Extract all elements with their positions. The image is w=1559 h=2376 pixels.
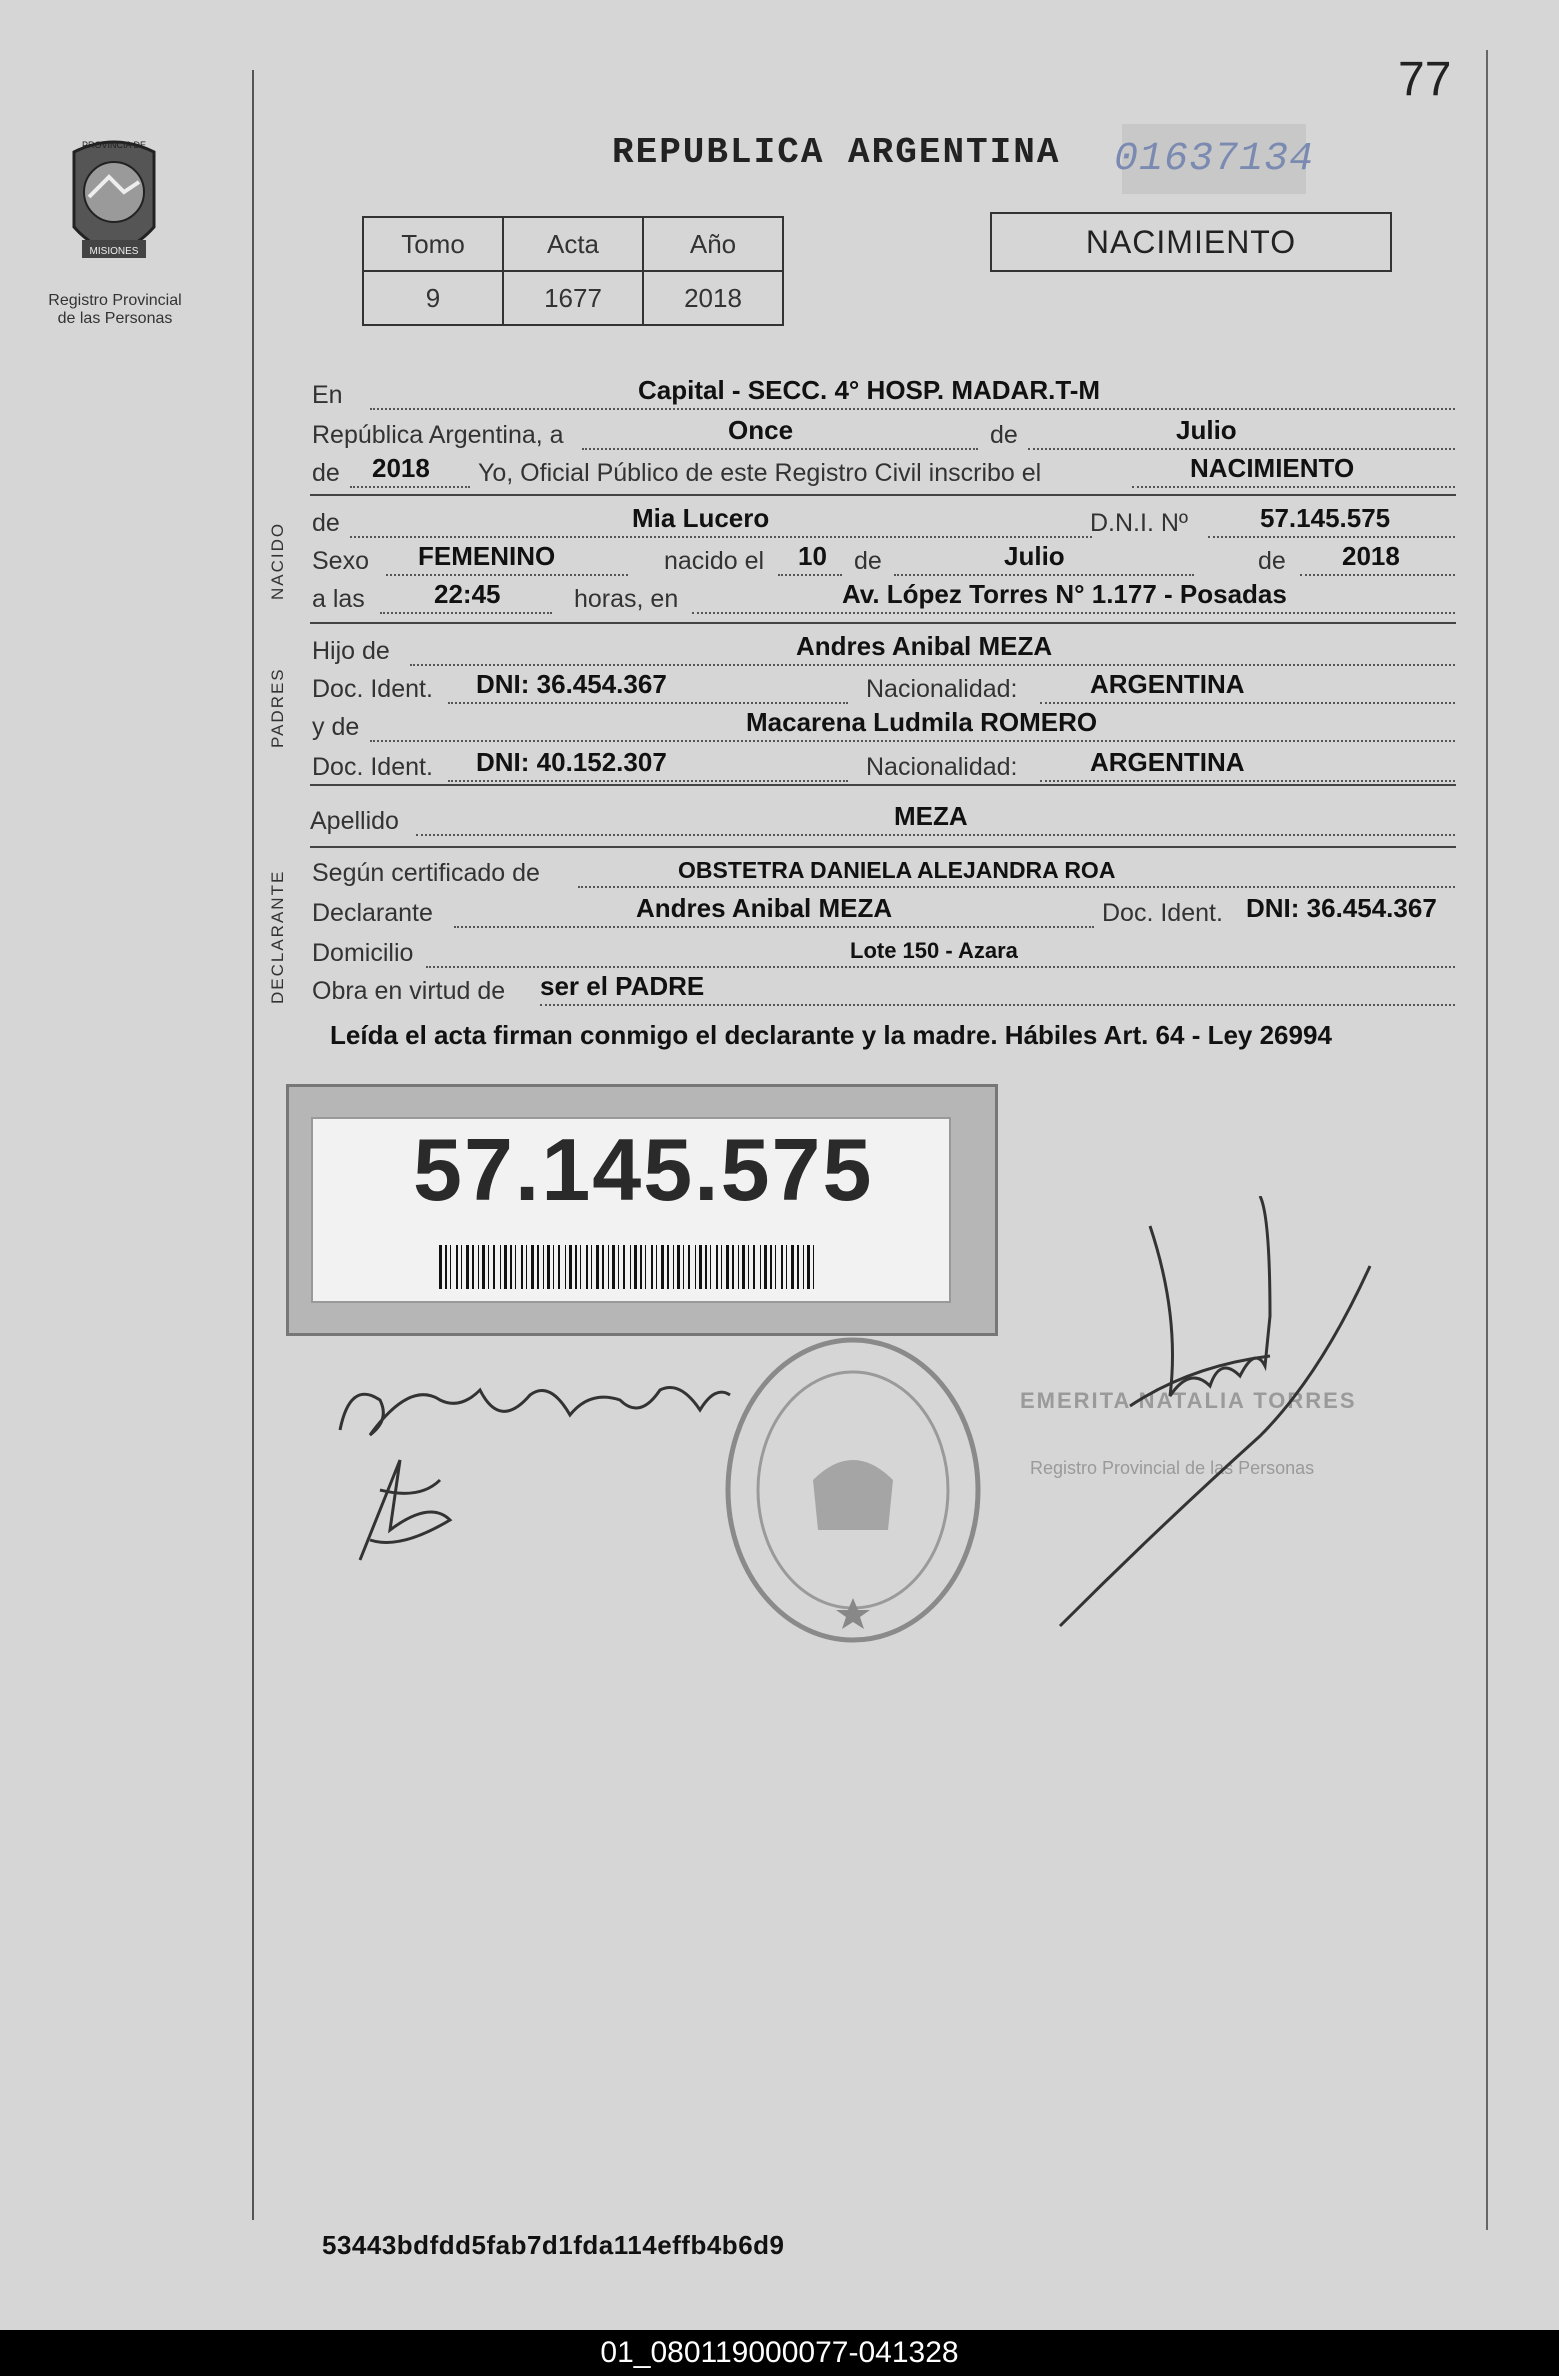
label-hijo-de: Hijo de <box>312 637 390 665</box>
barcode-bar <box>547 1245 550 1289</box>
value-year: 2018 <box>372 453 430 483</box>
value-anio: 2018 <box>643 271 783 325</box>
barcode-bar <box>667 1245 669 1289</box>
header-anio: Año <box>643 217 783 271</box>
label-obra: Obra en virtud de <box>312 977 506 1005</box>
barcode-bar <box>656 1245 657 1289</box>
value-domicilio: Lote 150 - Azara <box>850 938 1018 963</box>
row-sexo <box>310 541 1455 580</box>
value-name: Mia Lucero <box>632 503 770 533</box>
barcode-bar <box>478 1245 479 1289</box>
province-shield-logo <box>64 132 164 282</box>
row-father <box>310 631 1455 670</box>
dni-sticker-inner <box>311 1117 951 1303</box>
barcode-bar <box>591 1245 592 1289</box>
logo-caption-line1: Registro Provincial <box>48 292 182 309</box>
barcode-bar <box>439 1245 442 1289</box>
label-sexo: Sexo <box>312 547 369 575</box>
value-birth-year: 2018 <box>1342 541 1400 571</box>
label-de-birth-year: de <box>1258 547 1286 575</box>
value-father: Andres Anibal MEZA <box>796 631 1053 661</box>
barcode-bar <box>651 1245 653 1289</box>
closing-note: Leída el acta firman conmigo el declarante y la madre. Hábiles Art. 64 - Ley 26994 <box>330 1020 1332 1050</box>
barcode-bar <box>510 1245 512 1289</box>
label-apellido: Apellido <box>310 807 399 835</box>
barcode-bar <box>813 1245 814 1289</box>
barcode-bar <box>710 1245 711 1289</box>
barcode-bar <box>504 1245 507 1289</box>
label-horas-en: horas, en <box>574 585 679 613</box>
barcode-bar <box>531 1245 534 1289</box>
value-declarante: Andres Anibal MEZA <box>636 893 893 923</box>
barcode-icon <box>439 1245 819 1289</box>
dni-sticker <box>286 1084 998 1336</box>
barcode-bar <box>726 1245 729 1289</box>
barcode-bar <box>526 1245 527 1289</box>
barcode-bar <box>488 1245 489 1289</box>
label-inscribo: Yo, Oficial Público de este Registro Civil inscribo el <box>478 459 1042 487</box>
row-inscribo <box>310 453 1455 492</box>
record-type-box: NACIMIENTO <box>990 212 1392 272</box>
value-mother: Macarena Ludmila ROMERO <box>746 707 1098 737</box>
barcode-bar <box>602 1245 604 1289</box>
value-certificado: OBSTETRA DANIELA ALEJANDRA ROA <box>678 857 1116 883</box>
value-inscribo: NACIMIENTO <box>1190 453 1355 483</box>
barcode-bar <box>797 1245 799 1289</box>
label-father-doc: Doc. Ident. <box>312 675 433 703</box>
barcode-bar <box>732 1245 734 1289</box>
label-mother-doc: Doc. Ident. <box>312 753 433 781</box>
barcode-bar <box>760 1245 761 1289</box>
serial-number: 01637134 <box>1122 124 1306 194</box>
page-title: REPUBLICA ARGENTINA <box>612 132 1061 173</box>
page-number: 77 <box>1398 53 1452 106</box>
label-en: En <box>312 381 343 409</box>
label-de-birth-month: de <box>854 547 882 575</box>
barcode-bar <box>612 1245 615 1289</box>
value-day: Once <box>728 415 794 445</box>
barcode-bar <box>466 1245 469 1289</box>
barcode-bar <box>553 1245 554 1289</box>
barcode-bar <box>596 1245 599 1289</box>
row-en <box>310 375 1455 414</box>
barcode-bar <box>742 1245 745 1289</box>
label-de-month: de <box>990 421 1018 449</box>
barcode-bar <box>445 1245 447 1289</box>
value-apellido: MEZA <box>894 801 968 831</box>
barcode-bar <box>738 1245 739 1289</box>
label-mother-nat: Nacionalidad: <box>866 753 1018 781</box>
right-border-line <box>1486 50 1488 2230</box>
row-mother <box>310 707 1455 746</box>
header-tomo: Tomo <box>363 217 503 271</box>
official-seal-icon <box>718 1330 988 1650</box>
document-hash: 53443bdfdd5fab7d1fda114effb4b6d9 <box>322 2230 785 2260</box>
barcode-bar <box>699 1245 702 1289</box>
value-acta: 1677 <box>503 271 643 325</box>
row-apellido <box>310 801 1455 840</box>
barcode-bar <box>580 1245 581 1289</box>
barcode-bar <box>558 1245 560 1289</box>
value-birth-month: Julio <box>1004 541 1065 571</box>
barcode-bar <box>753 1245 755 1289</box>
row-certificado <box>310 858 1455 892</box>
row-domicilio <box>310 938 1455 972</box>
value-mother-nat: ARGENTINA <box>1090 747 1245 777</box>
label-alas: a las <box>312 585 365 613</box>
barcode-bar <box>688 1245 690 1289</box>
label-y-de: y de <box>312 713 360 741</box>
barcode-bar <box>575 1245 577 1289</box>
label-de-year: de <box>312 459 340 487</box>
value-decl-doc: DNI: 36.454.367 <box>1246 893 1437 923</box>
barcode-bar <box>565 1245 566 1289</box>
label-domicilio: Domicilio <box>312 939 414 967</box>
barcode-bar <box>456 1245 458 1289</box>
barcode-bar <box>705 1245 707 1289</box>
barcode-bar <box>500 1245 501 1289</box>
label-declarante: Declarante <box>312 899 433 927</box>
value-sexo: FEMENINO <box>418 541 556 571</box>
barcode-bar <box>608 1245 609 1289</box>
value-father-doc: DNI: 36.454.367 <box>476 669 667 699</box>
barcode-bar <box>569 1245 572 1289</box>
barcode-bar <box>721 1245 722 1289</box>
barcode-bar <box>673 1245 674 1289</box>
barcode-bar <box>521 1245 523 1289</box>
label-de-name: de <box>312 509 340 537</box>
row-mother-doc <box>310 747 1455 786</box>
barcode-bar <box>634 1245 637 1289</box>
barcode-bar <box>770 1245 772 1289</box>
barcode-bar <box>695 1245 696 1289</box>
barcode-bar <box>630 1245 631 1289</box>
barcode-bar <box>618 1245 619 1289</box>
barcode-bar <box>543 1245 544 1289</box>
official-stamp-name: EMERITA NATALIA TORRES <box>1020 1388 1357 1413</box>
row-republica <box>310 415 1455 454</box>
row-obra <box>310 971 1455 1010</box>
value-tomo: 9 <box>363 271 503 325</box>
mother-signature <box>340 1440 470 1570</box>
barcode-bar <box>586 1245 588 1289</box>
row-nacido-name <box>310 503 1455 542</box>
section-declarante: DECLARANTE <box>268 869 287 1004</box>
barcode-bar <box>683 1245 684 1289</box>
value-en: Capital - SECC. 4° HOSP. MADAR.T-M <box>638 375 1101 405</box>
header-acta: Acta <box>503 217 643 271</box>
logo-caption <box>40 292 190 328</box>
value-month: Julio <box>1176 415 1237 445</box>
dni-sticker-number: 57.145.575 <box>413 1120 874 1219</box>
footer-filename: 01_080119000077-041328 <box>0 2330 1559 2376</box>
barcode-bar <box>791 1245 794 1289</box>
barcode-bar <box>537 1245 539 1289</box>
barcode-bar <box>775 1245 776 1289</box>
label-dni: D.N.I. Nº <box>1090 509 1189 537</box>
barcode-bar <box>803 1245 804 1289</box>
value-obra: ser el PADRE <box>540 971 705 1001</box>
logo-text-bottom: MISIONES <box>89 246 139 257</box>
barcode-bar <box>716 1245 718 1289</box>
label-certificado: Según certificado de <box>312 859 540 887</box>
label-republica: República Argentina, a <box>312 421 564 449</box>
official-signature <box>1040 1196 1380 1636</box>
value-dni: 57.145.575 <box>1260 503 1391 533</box>
logo-caption-line2: de las Personas <box>57 310 173 327</box>
barcode-bar <box>786 1245 787 1289</box>
barcode-bar <box>461 1245 462 1289</box>
logo-text-top: PROVINCIA DE <box>81 140 147 150</box>
barcode-bar <box>781 1245 783 1289</box>
record-table <box>362 216 784 326</box>
barcode-bar <box>807 1245 810 1289</box>
value-mother-doc: DNI: 40.152.307 <box>476 747 667 777</box>
barcode-bar <box>748 1245 749 1289</box>
value-birth-day: 10 <box>798 541 827 571</box>
row-alas <box>310 579 1455 618</box>
barcode-bar <box>493 1245 495 1289</box>
value-place: Av. López Torres N° 1.177 - Posadas <box>842 579 1287 609</box>
label-nacido-el: nacido el <box>664 547 765 575</box>
section-nacido: NACIDO <box>268 521 287 600</box>
margin-line <box>252 70 254 2220</box>
official-stamp-title: Registro Provincial de las Personas <box>1030 1458 1315 1478</box>
barcode-bar <box>677 1245 680 1289</box>
barcode-bar <box>764 1245 767 1289</box>
barcode-bar <box>661 1245 664 1289</box>
barcode-bar <box>515 1245 516 1289</box>
barcode-bar <box>640 1245 642 1289</box>
barcode-bar <box>472 1245 474 1289</box>
barcode-bar <box>450 1245 451 1289</box>
barcode-bar <box>482 1245 485 1289</box>
section-padres: PADRES <box>268 667 287 748</box>
barcode-bar <box>623 1245 625 1289</box>
value-father-nat: ARGENTINA <box>1090 669 1245 699</box>
barcode-bar <box>645 1245 646 1289</box>
row-declarante <box>310 893 1455 932</box>
label-father-nat: Nacionalidad: <box>866 675 1018 703</box>
value-hour: 22:45 <box>434 579 501 609</box>
row-father-doc <box>310 669 1455 708</box>
label-decl-doc: Doc. Ident. <box>1102 899 1223 927</box>
